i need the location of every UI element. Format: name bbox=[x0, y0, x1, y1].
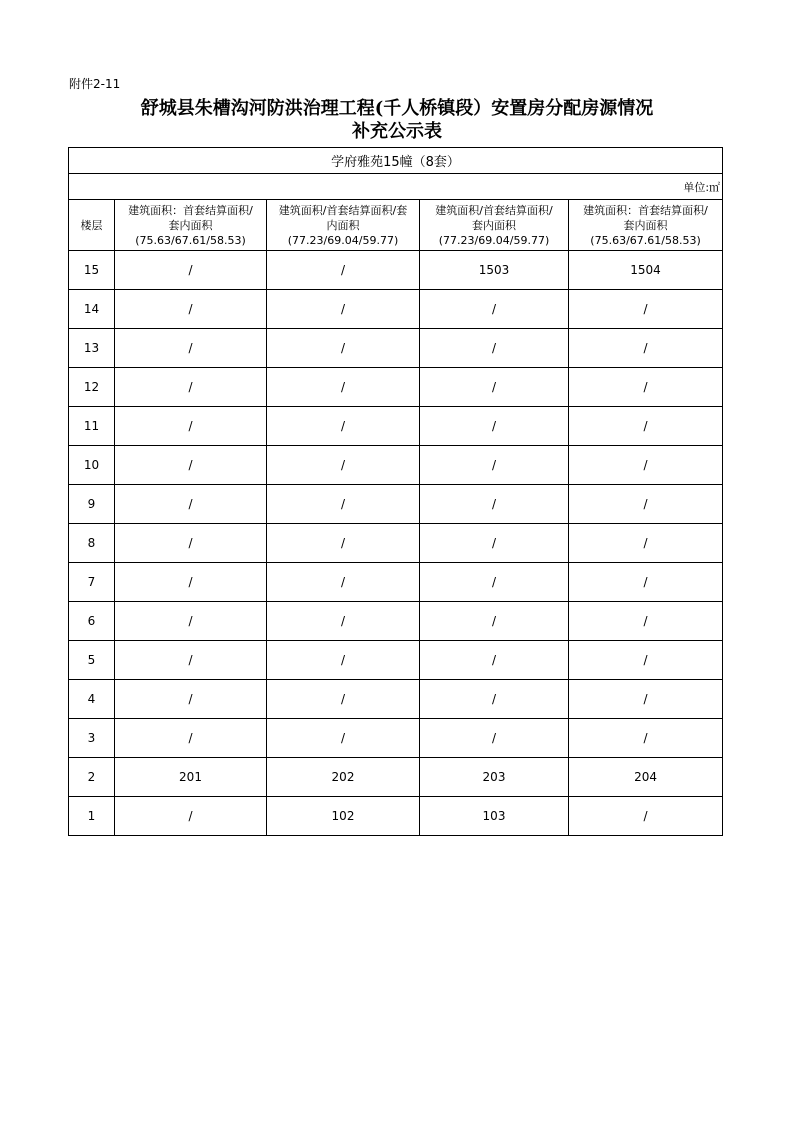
table-row bbox=[69, 602, 723, 641]
floor-number: 14 bbox=[69, 290, 115, 329]
unit-cell: / bbox=[420, 368, 569, 407]
unit-cell: / bbox=[267, 602, 420, 641]
unit-cell: 103 bbox=[420, 797, 569, 836]
unit-cell: / bbox=[267, 290, 420, 329]
unit-cell: / bbox=[569, 446, 723, 485]
unit-cell: / bbox=[569, 407, 723, 446]
unit-cell: / bbox=[115, 563, 267, 602]
unit-cell: / bbox=[569, 602, 723, 641]
unit-cell: / bbox=[115, 368, 267, 407]
unit-cell: / bbox=[569, 290, 723, 329]
table-row bbox=[69, 641, 723, 680]
column-header-line2: 套内面积 bbox=[168, 218, 213, 232]
unit-cell: / bbox=[115, 797, 267, 836]
floor-number: 3 bbox=[69, 719, 115, 758]
unit-cell: / bbox=[569, 797, 723, 836]
unit-cell: / bbox=[420, 446, 569, 485]
unit-cell: / bbox=[115, 641, 267, 680]
unit-cell: / bbox=[267, 446, 420, 485]
unit-cell: / bbox=[569, 368, 723, 407]
unit-cell: / bbox=[115, 407, 267, 446]
column-header bbox=[115, 200, 267, 251]
column-header-line3: (75.63/67.61/58.53) bbox=[590, 233, 701, 247]
table-row bbox=[69, 329, 723, 368]
unit-cell: / bbox=[420, 329, 569, 368]
floor-number: 8 bbox=[69, 524, 115, 563]
unit-cell: / bbox=[115, 446, 267, 485]
floor-number: 7 bbox=[69, 563, 115, 602]
unit-cell: 204 bbox=[569, 758, 723, 797]
table-row bbox=[69, 719, 723, 758]
unit-cell: / bbox=[569, 719, 723, 758]
table-row bbox=[69, 485, 723, 524]
floor-number: 13 bbox=[69, 329, 115, 368]
unit-cell: / bbox=[115, 524, 267, 563]
unit-cell: / bbox=[420, 524, 569, 563]
unit-cell: / bbox=[420, 485, 569, 524]
table-row bbox=[69, 446, 723, 485]
attachment-label: 附件2-11 bbox=[69, 77, 121, 91]
unit-cell: / bbox=[115, 485, 267, 524]
table-row bbox=[69, 563, 723, 602]
building-name: 学府雅苑15幢（8套） bbox=[69, 148, 723, 174]
floor-number: 11 bbox=[69, 407, 115, 446]
floor-number: 5 bbox=[69, 641, 115, 680]
unit-cell: 203 bbox=[420, 758, 569, 797]
unit-cell: / bbox=[267, 407, 420, 446]
unit-cell: / bbox=[569, 485, 723, 524]
column-header-line3: (77.23/69.04/59.77) bbox=[438, 233, 550, 247]
column-header-line2: 内面积 bbox=[326, 218, 360, 232]
column-header-line1: 建筑面积：首套结算面积/ bbox=[583, 203, 708, 217]
allocation-table bbox=[68, 147, 723, 836]
unit-cell: / bbox=[115, 251, 267, 290]
unit-label: 单位:㎡ bbox=[69, 174, 723, 200]
unit-cell: / bbox=[115, 602, 267, 641]
unit-cell: 201 bbox=[115, 758, 267, 797]
unit-cell: / bbox=[115, 719, 267, 758]
floor-number: 6 bbox=[69, 602, 115, 641]
floor-number: 15 bbox=[69, 251, 115, 290]
column-header-line3: (75.63/67.61/58.53) bbox=[135, 233, 246, 247]
unit-cell: 1503 bbox=[420, 251, 569, 290]
column-header-line1: 建筑面积/首套结算面积/套 bbox=[278, 203, 408, 217]
floor-number: 10 bbox=[69, 446, 115, 485]
table-row bbox=[69, 758, 723, 797]
table-row bbox=[69, 407, 723, 446]
unit-cell: / bbox=[420, 680, 569, 719]
unit-cell: / bbox=[420, 719, 569, 758]
column-header-line1: 建筑面积：首套结算面积/ bbox=[128, 203, 253, 217]
unit-row bbox=[69, 174, 723, 200]
table-row bbox=[69, 680, 723, 719]
building-row bbox=[69, 148, 723, 174]
unit-cell: / bbox=[267, 251, 420, 290]
floor-number: 4 bbox=[69, 680, 115, 719]
unit-cell: 202 bbox=[267, 758, 420, 797]
table-row bbox=[69, 251, 723, 290]
floor-number: 1 bbox=[69, 797, 115, 836]
page-title: 舒城县朱槽沟河防洪治理工程(千人桥镇段）安置房分配房源情况 bbox=[140, 98, 654, 119]
unit-cell: / bbox=[420, 641, 569, 680]
unit-cell: / bbox=[420, 407, 569, 446]
column-header-line2: 套内面积 bbox=[472, 218, 516, 232]
unit-cell: / bbox=[569, 680, 723, 719]
table-row bbox=[69, 797, 723, 836]
unit-cell: / bbox=[267, 485, 420, 524]
floor-number: 9 bbox=[69, 485, 115, 524]
floor-header: 楼层 bbox=[69, 200, 115, 251]
table-row bbox=[69, 524, 723, 563]
table-row bbox=[69, 368, 723, 407]
table-row bbox=[69, 290, 723, 329]
page-subtitle: 补充公示表 bbox=[352, 121, 442, 142]
unit-cell: / bbox=[115, 329, 267, 368]
unit-cell: / bbox=[267, 719, 420, 758]
column-header-line1: 建筑面积/首套结算面积/ bbox=[435, 203, 553, 217]
unit-cell: / bbox=[267, 641, 420, 680]
unit-cell: / bbox=[569, 641, 723, 680]
unit-cell: / bbox=[569, 524, 723, 563]
column-header bbox=[569, 200, 723, 251]
unit-cell: / bbox=[267, 563, 420, 602]
unit-cell: / bbox=[267, 329, 420, 368]
floor-number: 12 bbox=[69, 368, 115, 407]
unit-cell: / bbox=[569, 329, 723, 368]
unit-cell: / bbox=[420, 563, 569, 602]
floor-number: 2 bbox=[69, 758, 115, 797]
column-header-line2: 套内面积 bbox=[623, 218, 668, 232]
unit-cell: 102 bbox=[267, 797, 420, 836]
unit-cell: 1504 bbox=[569, 251, 723, 290]
unit-cell: / bbox=[267, 524, 420, 563]
unit-cell: / bbox=[267, 368, 420, 407]
unit-cell: / bbox=[420, 290, 569, 329]
unit-cell: / bbox=[115, 680, 267, 719]
column-header-line3: (77.23/69.04/59.77) bbox=[287, 233, 399, 247]
unit-cell: / bbox=[267, 680, 420, 719]
unit-cell: / bbox=[115, 290, 267, 329]
column-header bbox=[267, 200, 420, 251]
header-row bbox=[69, 200, 723, 251]
unit-cell: / bbox=[420, 602, 569, 641]
column-header bbox=[420, 200, 569, 251]
unit-cell: / bbox=[569, 563, 723, 602]
